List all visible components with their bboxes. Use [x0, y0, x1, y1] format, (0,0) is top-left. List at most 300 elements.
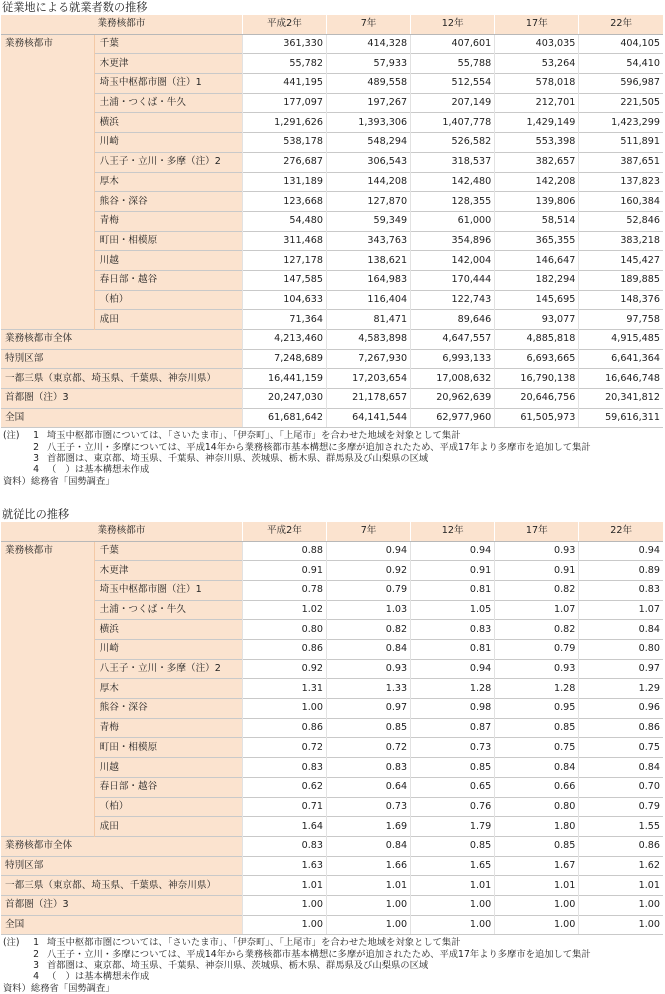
value-cell: 0.72	[326, 738, 410, 758]
value-cell: 52,846	[579, 211, 663, 231]
value-cell: 1.31	[242, 679, 326, 699]
value-cell: 207,149	[411, 93, 495, 113]
value-cell: 0.85	[495, 836, 579, 856]
note-mark: (注)	[3, 937, 20, 949]
value-cell: 55,782	[242, 54, 326, 74]
value-cell: 0.93	[495, 541, 579, 561]
note-mark	[3, 442, 23, 453]
city-name: 千葉	[94, 541, 242, 561]
city-name: 熊谷・深谷	[94, 192, 242, 212]
value-cell: 128,355	[411, 192, 495, 212]
employment-notes	[3, 430, 665, 486]
value-cell: 0.86	[579, 718, 663, 738]
value-cell: 6,641,364	[579, 349, 663, 369]
table-row	[1, 561, 663, 581]
source-note: 資料）総務省「国勢調査」	[3, 982, 115, 994]
value-cell: 548,294	[326, 133, 410, 153]
value-cell: 1.62	[579, 856, 663, 876]
value-cell: 0.72	[242, 738, 326, 758]
value-cell: 1.00	[242, 699, 326, 719]
table-row	[1, 93, 663, 113]
value-cell: 59,616,311	[579, 408, 663, 428]
value-cell: 0.70	[579, 777, 663, 797]
city-name: 横浜	[94, 113, 242, 133]
note-mark	[3, 960, 23, 971]
value-cell: 1,407,778	[411, 113, 495, 133]
value-cell: 0.84	[579, 758, 663, 778]
value-cell: 1.67	[495, 856, 579, 876]
city-name: 川崎	[94, 640, 242, 660]
value-cell: 20,341,812	[579, 389, 663, 409]
value-cell: 0.86	[579, 836, 663, 856]
value-cell: 1.00	[242, 915, 326, 935]
value-cell: 526,582	[411, 133, 495, 153]
value-cell: 64,141,544	[326, 408, 410, 428]
note-number: 3	[33, 959, 39, 971]
header-year: 17年	[495, 15, 579, 34]
row-label: 首都圏（注）3	[1, 389, 242, 409]
city-name: 厚木	[94, 172, 242, 192]
city-name: 川越	[94, 251, 242, 271]
employment-title: 従業地による就業者数の推移	[2, 1, 148, 14]
value-cell: 16,790,138	[495, 369, 579, 389]
value-cell: 403,035	[495, 34, 579, 54]
table-row	[1, 600, 663, 620]
note-mark	[3, 453, 23, 464]
table-row	[1, 876, 663, 896]
note-mark	[3, 949, 23, 960]
table-row	[1, 231, 663, 251]
value-cell: 0.91	[411, 561, 495, 581]
table-row	[1, 290, 663, 310]
value-cell: 138,621	[326, 251, 410, 271]
note-item	[3, 937, 665, 948]
value-cell: 0.83	[242, 836, 326, 856]
value-cell: 127,178	[242, 251, 326, 271]
value-cell: 17,203,654	[326, 369, 410, 389]
value-cell: 1.28	[411, 679, 495, 699]
value-cell: 0.84	[495, 758, 579, 778]
group-label: 業務核都市	[1, 541, 94, 836]
value-cell: 116,404	[326, 290, 410, 310]
value-cell: 0.73	[411, 738, 495, 758]
value-cell: 1.07	[495, 600, 579, 620]
city-name: 八王子・立川・多摩（注）2	[94, 152, 242, 172]
row-label: 業務核都市全体	[1, 330, 242, 350]
table-row	[1, 817, 663, 837]
table-row	[1, 580, 663, 600]
ratio-table	[1, 522, 663, 935]
value-cell: 0.75	[579, 738, 663, 758]
city-name: 春日部・越谷	[94, 270, 242, 290]
city-name: 埼玉中枢都市圏（注）1	[94, 580, 242, 600]
group-label: 業務核都市	[1, 34, 94, 329]
value-cell: 0.66	[495, 777, 579, 797]
table-row	[1, 620, 663, 640]
header-year: 22年	[579, 15, 663, 34]
value-cell: 0.64	[326, 777, 410, 797]
table-row	[1, 915, 663, 935]
value-cell: 1.63	[242, 856, 326, 876]
city-name: 埼玉中枢都市圏（注）1	[94, 74, 242, 94]
value-cell: 0.85	[495, 718, 579, 738]
value-cell: 1.05	[411, 600, 495, 620]
row-label: 全国	[1, 408, 242, 428]
header-year: 17年	[495, 522, 579, 541]
table-row	[1, 679, 663, 699]
table-row	[1, 74, 663, 94]
note-text: 八王子・立川・多摩については、平成14年から業務核都市基本構想に多摩が追加されたため、平成17年より多摩市を追加して集計	[47, 948, 591, 960]
table-row	[1, 192, 663, 212]
value-cell: 404,105	[579, 34, 663, 54]
table-row	[1, 640, 663, 660]
table-row	[1, 389, 663, 409]
value-cell: 0.91	[242, 561, 326, 581]
ratio-title: 就従比の推移	[2, 507, 70, 521]
table-row	[1, 758, 663, 778]
value-cell: 0.85	[411, 836, 495, 856]
value-cell: 137,823	[579, 172, 663, 192]
value-cell: 1.01	[326, 876, 410, 896]
value-cell: 318,537	[411, 152, 495, 172]
value-cell: 0.96	[579, 699, 663, 719]
city-name: 青梅	[94, 718, 242, 738]
note-text: （ ）は基本構想未作成	[47, 971, 150, 983]
note-item	[3, 442, 665, 453]
value-cell: 0.62	[242, 777, 326, 797]
value-cell: 0.81	[411, 640, 495, 660]
value-cell: 0.86	[242, 640, 326, 660]
value-cell: 0.73	[326, 797, 410, 817]
table-row	[1, 895, 663, 915]
value-cell: 1.00	[326, 895, 410, 915]
value-cell: 0.81	[411, 580, 495, 600]
value-cell: 62,977,960	[411, 408, 495, 428]
table-row	[1, 541, 663, 561]
value-cell: 146,647	[495, 251, 579, 271]
value-cell: 0.95	[495, 699, 579, 719]
table-row	[1, 349, 663, 369]
city-name: 春日部・越谷	[94, 777, 242, 797]
value-cell: 0.80	[495, 797, 579, 817]
value-cell: 1.00	[411, 915, 495, 935]
value-cell: 553,398	[495, 133, 579, 153]
header-category: 業務核都市	[1, 15, 242, 34]
header-year: 7年	[326, 522, 410, 541]
city-name: 川崎	[94, 133, 242, 153]
value-cell: 0.93	[326, 659, 410, 679]
city-name: 町田・相模原	[94, 738, 242, 758]
value-cell: 97,758	[579, 310, 663, 330]
value-cell: 0.82	[495, 620, 579, 640]
value-cell: 361,330	[242, 34, 326, 54]
header-year: 12年	[411, 15, 495, 34]
value-cell: 0.82	[495, 580, 579, 600]
value-cell: 0.98	[411, 699, 495, 719]
value-cell: 131,189	[242, 172, 326, 192]
value-cell: 1.00	[495, 895, 579, 915]
note-item	[3, 960, 665, 971]
note-item	[3, 949, 665, 960]
value-cell: 7,267,930	[326, 349, 410, 369]
table-row	[1, 54, 663, 74]
value-cell: 21,178,657	[326, 389, 410, 409]
value-cell: 1.55	[579, 817, 663, 837]
note-number: 2	[33, 948, 39, 960]
value-cell: 0.84	[579, 620, 663, 640]
table-row	[1, 172, 663, 192]
table-row	[1, 133, 663, 153]
city-name: 横浜	[94, 620, 242, 640]
value-cell: 1,393,306	[326, 113, 410, 133]
city-name: 木更津	[94, 54, 242, 74]
value-cell: 0.88	[242, 541, 326, 561]
value-cell: 365,355	[495, 231, 579, 251]
table-row	[1, 738, 663, 758]
value-cell: 0.89	[579, 561, 663, 581]
header-year: 平成2年	[242, 15, 326, 34]
value-cell: 0.82	[326, 620, 410, 640]
table-row	[1, 699, 663, 719]
value-cell: 0.85	[411, 758, 495, 778]
note-text: 埼玉中枢都市圏については、「さいたま市」、「伊奈町」、「上尾市」を合わせた地域を対象として集計	[47, 430, 461, 442]
table-row	[1, 251, 663, 271]
source-note: 資料）総務省「国勢調査」	[3, 475, 115, 487]
value-cell: 54,480	[242, 211, 326, 231]
value-cell: 0.94	[411, 541, 495, 561]
note-number: 4	[33, 971, 39, 983]
value-cell: 0.78	[242, 580, 326, 600]
value-cell: 59,349	[326, 211, 410, 231]
value-cell: 1.80	[495, 817, 579, 837]
table-header-row	[1, 522, 663, 541]
value-cell: 81,471	[326, 310, 410, 330]
table-row	[1, 152, 663, 172]
table-row	[1, 797, 663, 817]
value-cell: 57,933	[326, 54, 410, 74]
note-number: 3	[33, 453, 39, 465]
value-cell: 0.97	[579, 659, 663, 679]
value-cell: 1.02	[242, 600, 326, 620]
value-cell: 414,328	[326, 34, 410, 54]
city-name: 成田	[94, 310, 242, 330]
value-cell: 489,558	[326, 74, 410, 94]
table-row	[1, 369, 663, 389]
value-cell: 0.84	[326, 640, 410, 660]
value-cell: 16,646,748	[579, 369, 663, 389]
value-cell: 0.94	[326, 541, 410, 561]
value-cell: 0.94	[411, 659, 495, 679]
value-cell: 1.07	[579, 600, 663, 620]
value-cell: 53,264	[495, 54, 579, 74]
value-cell: 6,993,133	[411, 349, 495, 369]
row-label: 首都圏（注）3	[1, 895, 242, 915]
value-cell: 6,693,665	[495, 349, 579, 369]
value-cell: 170,444	[411, 270, 495, 290]
value-cell: 0.79	[326, 580, 410, 600]
city-name: （柏）	[94, 290, 242, 310]
value-cell: 1.65	[411, 856, 495, 876]
value-cell: 55,788	[411, 54, 495, 74]
value-cell: 276,687	[242, 152, 326, 172]
value-cell: 0.86	[242, 718, 326, 738]
row-label: 一都三県（東京都、埼玉県、千葉県、神奈川県）	[1, 876, 242, 896]
value-cell: 0.97	[326, 699, 410, 719]
value-cell: 4,647,557	[411, 330, 495, 350]
employment-section	[0, 0, 665, 487]
value-cell: 1.00	[579, 915, 663, 935]
value-cell: 20,962,639	[411, 389, 495, 409]
value-cell: 139,806	[495, 192, 579, 212]
value-cell: 61,681,642	[242, 408, 326, 428]
value-cell: 1.33	[326, 679, 410, 699]
value-cell: 0.85	[326, 718, 410, 738]
city-name: 川越	[94, 758, 242, 778]
value-cell: 383,218	[579, 231, 663, 251]
note-item	[3, 453, 665, 464]
value-cell: 221,505	[579, 93, 663, 113]
value-cell: 0.94	[579, 541, 663, 561]
value-cell: 58,514	[495, 211, 579, 231]
value-cell: 1,291,626	[242, 113, 326, 133]
table-row	[1, 836, 663, 856]
row-label: 一都三県（東京都、埼玉県、千葉県、神奈川県）	[1, 369, 242, 389]
note-number: 2	[33, 441, 39, 453]
value-cell: 0.83	[579, 580, 663, 600]
value-cell: 0.91	[495, 561, 579, 581]
value-cell: 54,410	[579, 54, 663, 74]
city-name: 木更津	[94, 561, 242, 581]
value-cell: 7,248,689	[242, 349, 326, 369]
value-cell: 387,651	[579, 152, 663, 172]
table-row	[1, 270, 663, 290]
value-cell: 17,008,632	[411, 369, 495, 389]
value-cell: 0.71	[242, 797, 326, 817]
row-label: 特別区部	[1, 349, 242, 369]
value-cell: 127,870	[326, 192, 410, 212]
value-cell: 177,097	[242, 93, 326, 113]
value-cell: 596,987	[579, 74, 663, 94]
value-cell: 61,505,973	[495, 408, 579, 428]
value-cell: 0.75	[495, 738, 579, 758]
value-cell: 145,695	[495, 290, 579, 310]
table-row	[1, 718, 663, 738]
value-cell: 512,554	[411, 74, 495, 94]
city-name: 土浦・つくば・牛久	[94, 600, 242, 620]
value-cell: 61,000	[411, 211, 495, 231]
note-number: 1	[33, 430, 39, 442]
value-cell: 1.01	[495, 876, 579, 896]
value-cell: 197,267	[326, 93, 410, 113]
value-cell: 93,077	[495, 310, 579, 330]
value-cell: 354,896	[411, 231, 495, 251]
value-cell: 1.01	[242, 876, 326, 896]
value-cell: 20,247,030	[242, 389, 326, 409]
value-cell: 0.83	[326, 758, 410, 778]
value-cell: 382,657	[495, 152, 579, 172]
table-row	[1, 408, 663, 428]
table-row	[1, 34, 663, 54]
value-cell: 1.66	[326, 856, 410, 876]
city-name: 八王子・立川・多摩（注）2	[94, 659, 242, 679]
value-cell: 147,585	[242, 270, 326, 290]
table-row	[1, 113, 663, 133]
row-label: 全国	[1, 915, 242, 935]
value-cell: 212,701	[495, 93, 579, 113]
value-cell: 1.79	[411, 817, 495, 837]
value-cell: 16,441,159	[242, 369, 326, 389]
value-cell: 142,208	[495, 172, 579, 192]
value-cell: 142,480	[411, 172, 495, 192]
value-cell: 89,646	[411, 310, 495, 330]
value-cell: 1,429,149	[495, 113, 579, 133]
header-category: 業務核都市	[1, 522, 242, 541]
value-cell: 407,601	[411, 34, 495, 54]
value-cell: 142,004	[411, 251, 495, 271]
value-cell: 4,885,818	[495, 330, 579, 350]
note-mark	[3, 971, 23, 982]
value-cell: 0.79	[579, 797, 663, 817]
note-text: 首都圏は、東京都、埼玉県、千葉県、神奈川県、茨城県、栃木県、群馬県及び山梨県の区域	[47, 453, 429, 465]
header-year: 平成2年	[242, 522, 326, 541]
value-cell: 1.01	[411, 876, 495, 896]
table-row	[1, 856, 663, 876]
value-cell: 1.00	[495, 915, 579, 935]
value-cell: 0.65	[411, 777, 495, 797]
employment-table	[1, 15, 663, 428]
table-row	[1, 330, 663, 350]
value-cell: 1.28	[495, 679, 579, 699]
note-item	[3, 971, 665, 982]
value-cell: 441,195	[242, 74, 326, 94]
value-cell: 1.00	[579, 895, 663, 915]
table-row	[1, 777, 663, 797]
value-cell: 343,763	[326, 231, 410, 251]
value-cell: 123,668	[242, 192, 326, 212]
value-cell: 0.80	[579, 640, 663, 660]
note-text: 埼玉中枢都市圏については、「さいたま市」、「伊奈町」、「上尾市」を合わせた地域を対象として集計	[47, 937, 461, 949]
header-year: 7年	[326, 15, 410, 34]
value-cell: 0.92	[242, 659, 326, 679]
value-cell: 538,178	[242, 133, 326, 153]
table-row	[1, 659, 663, 679]
value-cell: 306,543	[326, 152, 410, 172]
value-cell: 0.76	[411, 797, 495, 817]
value-cell: 1.00	[242, 895, 326, 915]
value-cell: 71,364	[242, 310, 326, 330]
value-cell: 1.00	[326, 915, 410, 935]
ratio-section	[0, 507, 665, 994]
value-cell: 1.29	[579, 679, 663, 699]
city-name: 土浦・つくば・牛久	[94, 93, 242, 113]
value-cell: 0.92	[326, 561, 410, 581]
value-cell: 164,983	[326, 270, 410, 290]
note-item	[3, 464, 665, 475]
city-name: 厚木	[94, 679, 242, 699]
value-cell: 1,423,299	[579, 113, 663, 133]
note-text: （ ）は基本構想未作成	[47, 464, 150, 476]
city-name: 青梅	[94, 211, 242, 231]
value-cell: 122,743	[411, 290, 495, 310]
value-cell: 189,885	[579, 270, 663, 290]
value-cell: 0.84	[326, 836, 410, 856]
table-row	[1, 211, 663, 231]
note-item	[3, 430, 665, 441]
row-label: 業務核都市全体	[1, 836, 242, 856]
value-cell: 160,384	[579, 192, 663, 212]
city-name: 成田	[94, 817, 242, 837]
note-text: 八王子・立川・多摩については、平成14年から業務核都市基本構想に多摩が追加されたため、平成17年より多摩市を追加して集計	[47, 441, 591, 453]
